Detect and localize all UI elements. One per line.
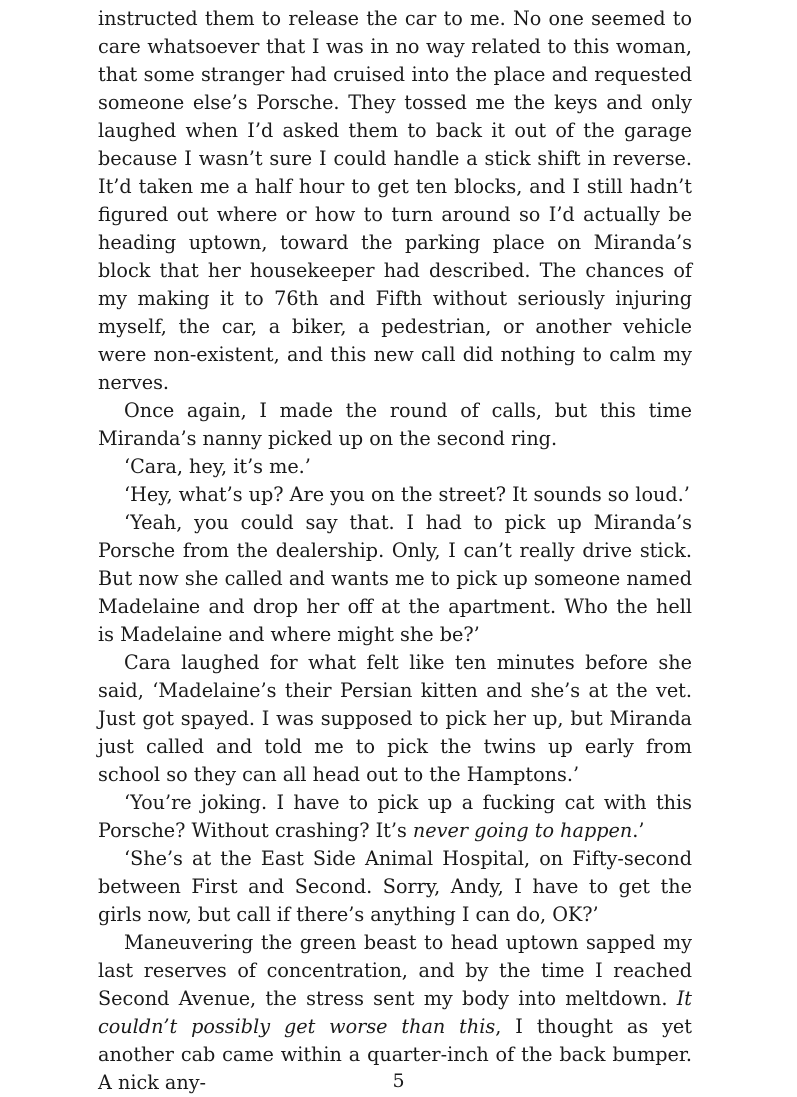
paragraph — [98, 789, 692, 845]
text-segment: ‘Yeah, you could say that. I had to pick up Miranda’s Porsche from the dealership. Only, I can’t really drive stick. But now she called and wants me to pick up someone named Madelaine and drop her off at the apartment. Who the hell is Madelaine and where might she be?’ — [98, 511, 692, 646]
text-segment: .’ — [632, 819, 645, 842]
text-segment: ‘She’s at the East Side Animal Hospital, on Fifty-second between First and Second. Sorry, Andy, I have to get the girls now, but call if there’s anything I can do, OK?’ — [98, 847, 692, 926]
text-segment: Once again, I made the round of calls, but this time Miranda’s nanny picked up on the second ring. — [98, 399, 692, 450]
paragraph — [98, 5, 692, 397]
text-segment: ‘Hey, what’s up? Are you on the street? It sounds so loud.’ — [124, 483, 690, 506]
italic-text-segment: never going to happen — [412, 819, 633, 842]
text-segment: , I thought as yet another cab came within a quarter-inch of the back bumper. A nick any- — [98, 1015, 692, 1094]
text-segment: ‘You’re joking. I have to pick up a fucking cat with this Porsche? Without crashing? It’s — [98, 791, 692, 842]
paragraph — [98, 397, 692, 453]
paragraph — [98, 649, 692, 789]
paragraph — [98, 453, 692, 481]
book-page-body — [98, 5, 692, 1097]
text-segment: instructed them to release the car to me. No one seemed to care whatsoever that I was in no way related to this woman, that some stranger had cruised into the place and requested someone else’s Porsche. They tossed me the keys and only laughed when I’d asked them to back it out of the garage because I wasn’t sure I could handle a stick shift in reverse. It’d taken me a half hour to get ten blocks, and I still hadn’t figured out where or how to turn around so I’d actually be heading uptown, toward the parking place on Miranda’s block that her housekeeper had described. The chances of my making it to 76th and Fifth without seriously injuring myself, the car, a biker, a pedestrian, or another vehicle were non-existent, and this new call did nothing to calm my nerves. — [98, 7, 692, 394]
page-number: 5 — [392, 1070, 405, 1092]
text-segment: Maneuvering the green beast to head uptown sapped my last reserves of concentration, and by the time I reached Second Avenue, the stress sent my body into meltdown. — [98, 931, 692, 1010]
text-segment: Cara laughed for what felt like ten minutes before she said, ‘Madelaine’s their Persian kitten and she’s at the vet. Just got spayed. I was supposed to pick her up, but Miranda just called and told me to pick the twins up early from school so they can all head out to the Hamptons.’ — [98, 651, 692, 786]
text-segment: ‘Cara, hey, it’s me.’ — [124, 455, 311, 478]
italic-text-segment: It couldn’t possibly get worse than this — [98, 987, 692, 1038]
paragraph — [98, 481, 692, 509]
paragraph — [98, 509, 692, 649]
paragraph — [98, 845, 692, 929]
